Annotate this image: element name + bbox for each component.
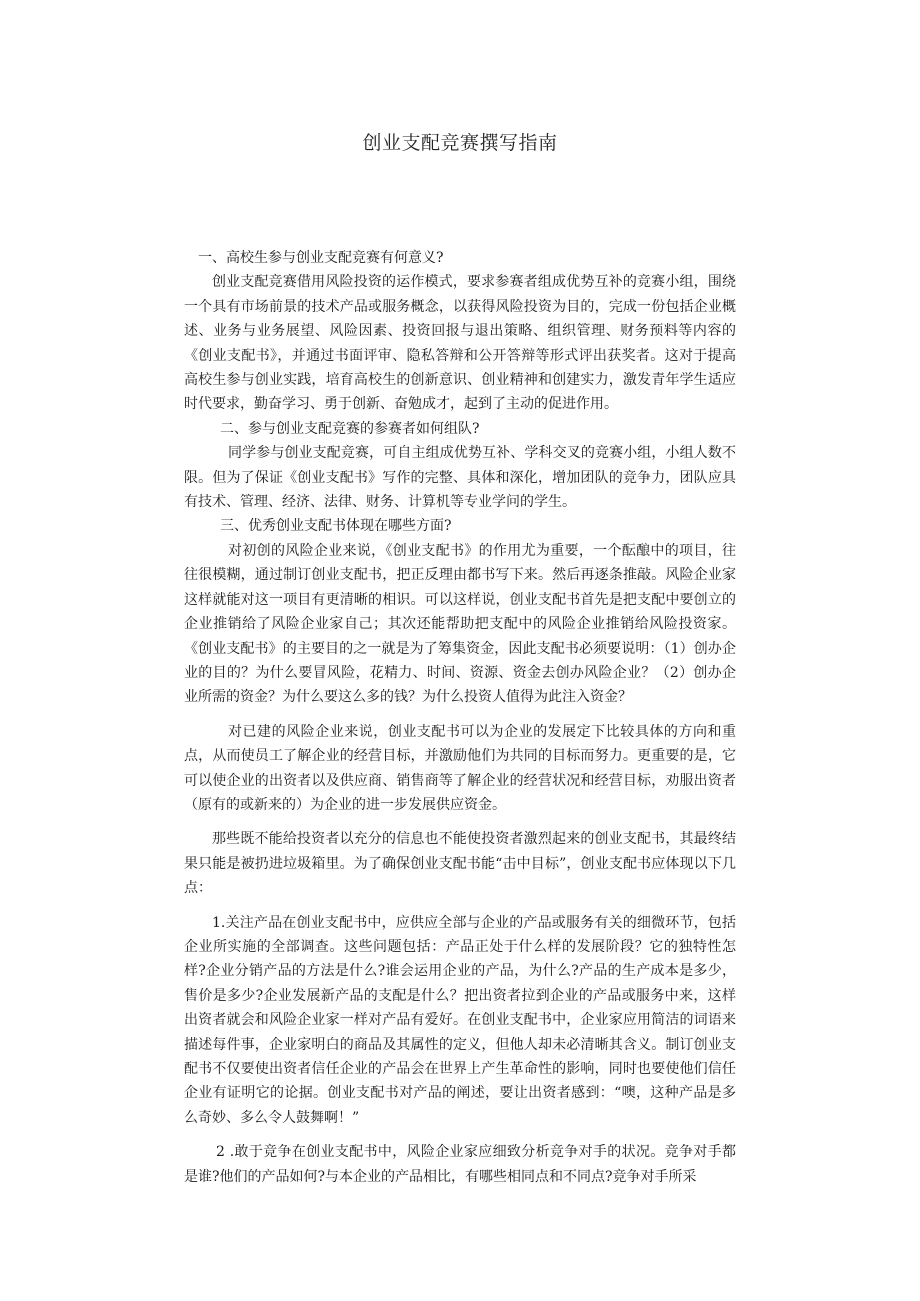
paragraph-4: 对已建的风险企业来说，创业支配书可以为企业的发展定下比较具体的方向和重点，从而使员工了解企业的经营目标，并激励他们为共同的目标而努力。更重要的是，它可以使企业的出资者以及供应商、销售商等了解企业的经营状况和经营目标，劝服出资者（原有的或新来的）为企业的进一步发展供应资金。 (184, 723, 736, 813)
paragraph-6: 1.关注产品在创业支配书中，应供应全部与企业的产品或服务有关的细微环节，包括企业所实施的全部调查。这些问题包括：产品正处于什么样的发展阶段？它的独特性怎样?企业分销产品的方法是什么?谁会运用企业的产品，为什么?产品的生产成本是多少，售价是多少?企业发展新产品的支配是什么？把出资者拉到企业的产品或服务中来，这样出资者就会和风险企业家一样对产品有爱好。在创业支配书中，企业家应用简洁的词语来描述每件事，企业家明白的商品及其属性的定义，但他人却未必清晰其含义。制订创业支配书不仅要使出资者信任企业的产品会在世界上产生革命性的影响，同时也要使他们信任企业有证明它的论据。创业支配书对产品的阐述，要让出资者感到：“噢，这种产品是多么奇妙、多么令人鼓舞啊！” (184, 914, 736, 1126)
paragraph-1: 创业支配竞赛借用风险投资的运作模式，要求参赛者组成优势互补的竞赛小组，围绕一个具有市场前景的技术产品或服务概念，以获得风险投资为目的，完成一份包括企业概述、业务与业务展望、风险因素、投资回报与退出策略、组织管理、财务预料等内容的《创业支配书》，并通过书面评审、隐私答辩和公开答辩等形式评出获奖者。这对于提高高校生参与创业实践，培育高校生的创新意识、创业精神和创建实力，激发青年学生适应时代要求，勤奋学习、勇于创新、奋勉成才，起到了主动的促进作用。 (184, 274, 736, 413)
document-body (184, 246, 736, 1189)
paragraph-3: 对初创的风险企业来说，《创业支配书》的作用尤为重要，一个酝酿中的项目，往往很模糊，通过制订创业支配书，把正反理由都书写下来。然后再逐条推敲。风险企业家这样就能对这一项目有更清晰的相识。可以这样说，创业支配书首先是把支配中要创立的企业推销给了风险企业家自己；其次还能帮助把支配中的风险企业推销给风险投资家。《创业支配书》的主要目的之一就是为了筹集资金，因此支配书必须要说明：（1）创办企业的目的？为什么要冒风险，花精力、时间、资源、资金去创办风险企业？（2）创办企业所需的资金？为什么要这么多的钱？为什么投资人值得为此注入资金？ (184, 542, 736, 706)
section-heading-2: 二、参与创业支配竞赛的参赛者如何组队? (220, 420, 480, 437)
document-title: 创业支配竞赛撰写指南 (362, 132, 558, 154)
section-heading-1: 一、高校生参与创业支配竞赛有何意义? (198, 250, 444, 266)
paragraph-5: 那些既不能给投资者以充分的信息也不能使投资者激烈起来的创业支配书，其最终结果只能是被扔进垃圾箱里。为了确保创业支配书能“击中目标”，创业支配书应体现以下几点： (184, 831, 736, 897)
paragraph-7: 2 .敢于竞争在创业支配书中，风险企业家应细致分析竞争对手的状况。竞争对手都是谁?他们的产品如何?与本企业的产品相比，有哪些相同点和不同点?竞争对手所采 (184, 1144, 736, 1185)
section-heading-3: 三、优秀创业支配书体现在哪些方面? (220, 518, 452, 535)
paragraph-2: 同学参与创业支配竞赛，可自主组成优势互补、学科交叉的竞赛小组，小组人数不限。但为了保证《创业支配书》写作的完整、具体和深化，增加团队的竞争力，团队应具有技术、管理、经济、法律、财务、计算机等专业学问的学生。 (184, 445, 736, 511)
